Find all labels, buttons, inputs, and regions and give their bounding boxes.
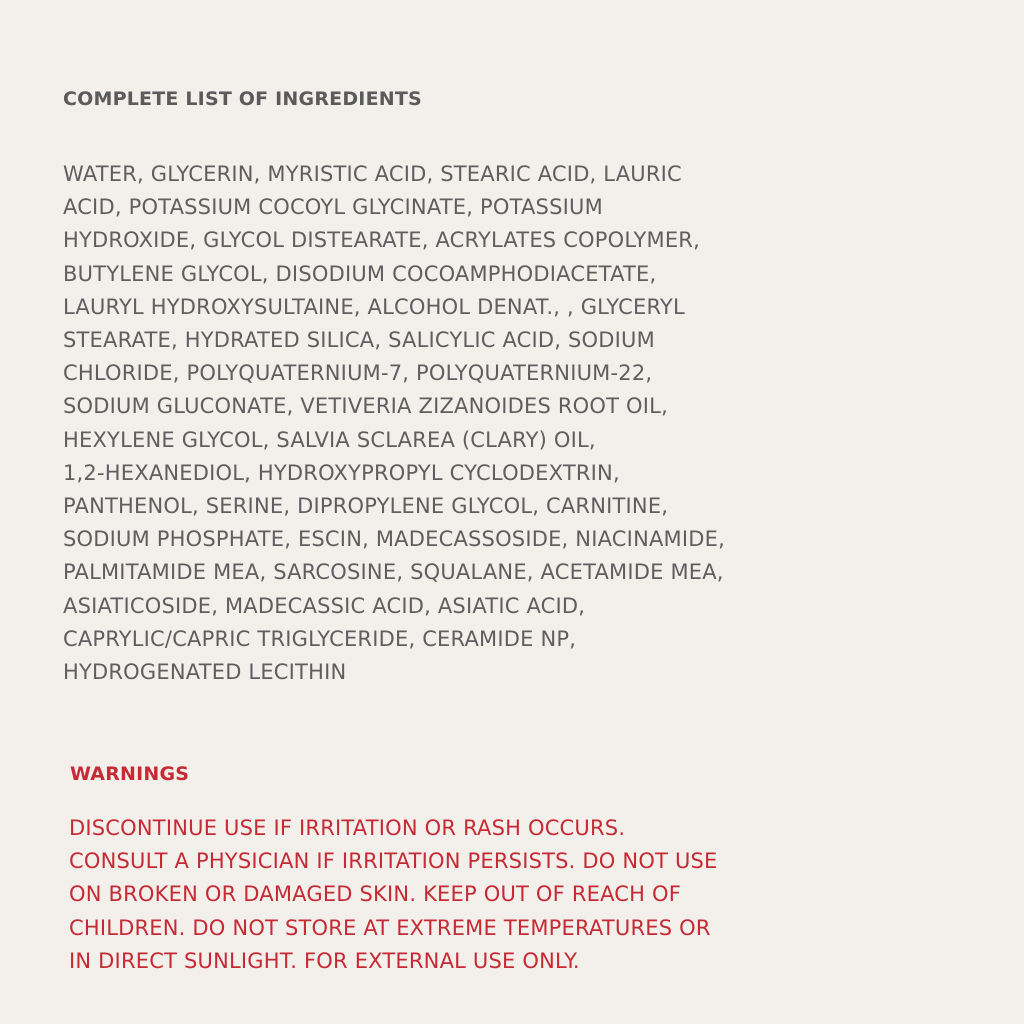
ingredients-heading: COMPLETE LIST OF INGREDIENTS [63, 88, 422, 110]
ingredients-line: HYDROXIDE, GLYCOL DISTEARATE, ACRYLATES COPOLYMER, [63, 228, 700, 253]
ingredients-line: CAPRYLIC/CAPRIC TRIGLYCERIDE, CERAMIDE NP, [63, 626, 577, 651]
warnings-text [69, 812, 718, 978]
ingredients-line: WATER, GLYCERIN, MYRISTIC ACID, STEARIC ACID, LAURIC [63, 162, 682, 186]
ingredients-line: HEXYLENE GLYCOL, SALVIA SCLAREA (CLARY) OIL, [63, 427, 596, 452]
warnings-line: DISCONTINUE USE IF IRRITATION OR RASH OCCURS. [69, 816, 626, 840]
ingredients-line: STEARATE, HYDRATED SILICA, SALICYLIC ACID, SODIUM [63, 328, 655, 353]
ingredients-line: 1,2-HEXANEDIOL, HYDROXYPROPYL CYCLODEXTRIN, [63, 460, 620, 485]
ingredients-line: PANTHENOL, SERINE, DIPROPYLENE GLYCOL, CARNITINE, [63, 494, 669, 519]
ingredients-line: ACID, POTASSIUM COCOYL GLYCINATE, POTASSIUM [63, 195, 603, 220]
ingredients-line: ASIATICOSIDE, MADECASSIC ACID, ASIATIC ACID, [63, 593, 586, 618]
warnings-line: CONSULT A PHYSICIAN IF IRRITATION PERSISTS. DO NOT USE [69, 849, 718, 874]
ingredients-line: CHLORIDE, POLYQUATERNIUM-7, POLYQUATERNIUM-22, [63, 361, 653, 386]
warnings-line: IN DIRECT SUNLIGHT. FOR EXTERNAL USE ONLY. [69, 948, 580, 973]
ingredients-line: SODIUM PHOSPHATE, ESCIN, MADECASSOSIDE, NIACINAMIDE, [63, 527, 725, 552]
ingredients-line: HYDROGENATED LECITHIN [63, 660, 347, 685]
warnings-heading: WARNINGS [70, 763, 190, 785]
ingredients-list [63, 158, 725, 689]
warnings-line: CHILDREN. DO NOT STORE AT EXTREME TEMPERATURES OR [69, 915, 711, 940]
ingredients-line: PALMITAMIDE MEA, SARCOSINE, SQUALANE, ACETAMIDE MEA, [63, 560, 724, 585]
warnings-line: ON BROKEN OR DAMAGED SKIN. KEEP OUT OF REACH OF [69, 882, 682, 907]
ingredients-line: LAURYL HYDROXYSULTAINE, ALCOHOL DENAT., , GLYCERYL [63, 294, 685, 319]
ingredients-line: BUTYLENE GLYCOL, DISODIUM COCOAMPHODIACETATE, [63, 261, 657, 286]
ingredients-line: SODIUM GLUCONATE, VETIVERIA ZIZANOIDES ROOT OIL, [63, 394, 668, 419]
